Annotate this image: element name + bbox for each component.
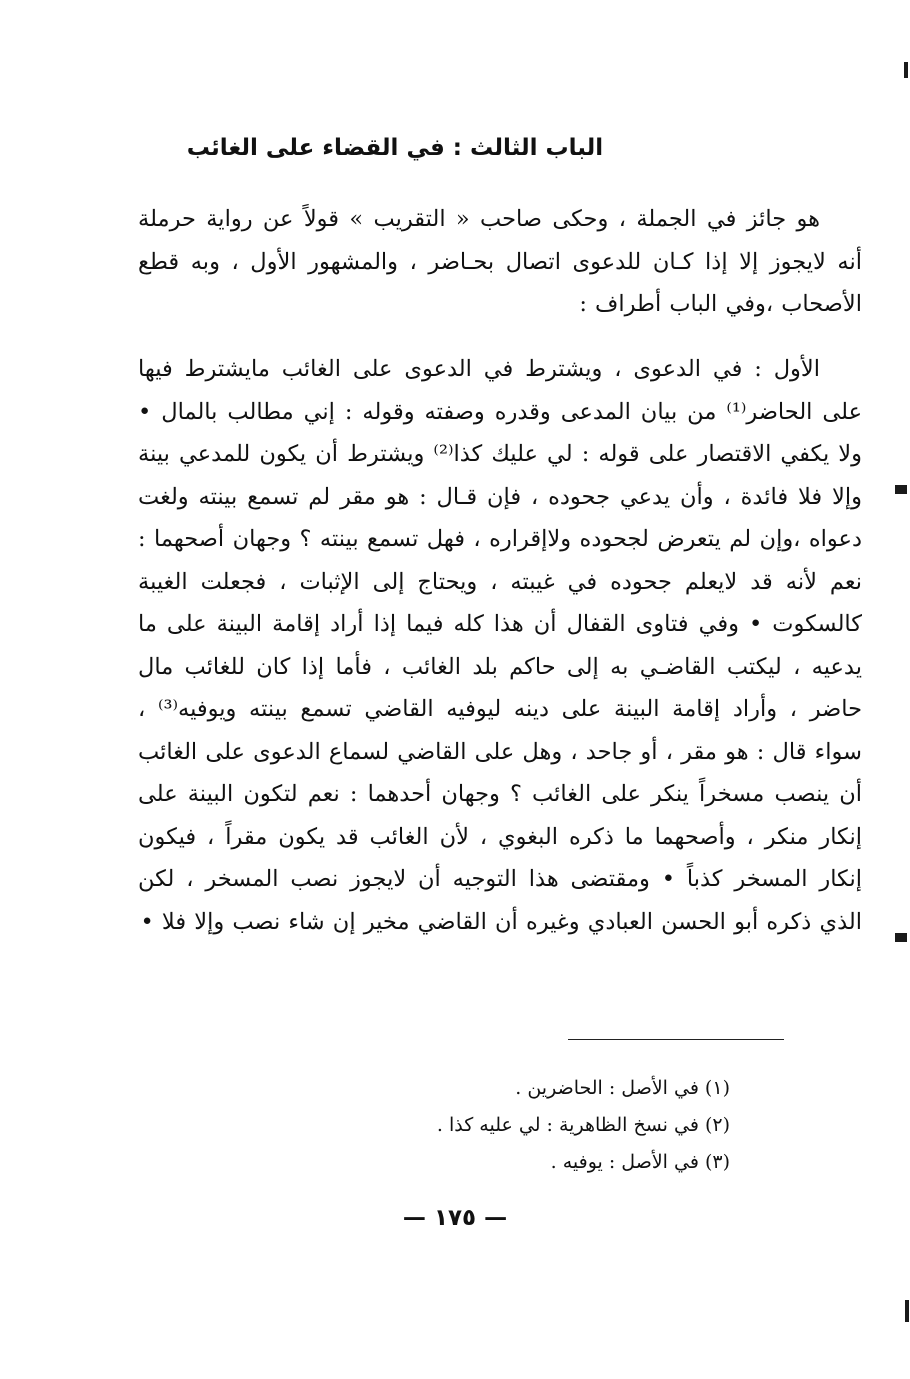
- footnote-divider: [568, 1039, 784, 1040]
- footnote-3: (٣) في الأصل : يوفيه .: [550, 1151, 730, 1173]
- scan-edge-mark: [904, 62, 908, 78]
- intro-paragraph-text: هو جائز في الجملة ، وحكى صاحب « التقريب » قولاً عن رواية حرملة أنه لايجوز إلا إذا كـان للدعوى اتصال بحـاضر ، والمشهور الأول ، وبه قطع الأصحاب ،وفي الباب أطراف :: [138, 206, 862, 317]
- scan-edge-mark: [895, 933, 907, 942]
- chapter-title: الباب الثالث : في القضاء على الغائب: [186, 135, 604, 161]
- footnote-1: (١) في الأصل : الحاضرين .: [515, 1077, 730, 1099]
- scan-edge-mark: [895, 485, 907, 494]
- claim-section-paragraph: [138, 348, 862, 943]
- footnote-2: (٢) في نسخ الظاهرية : لي عليه كذا .: [436, 1114, 730, 1136]
- claim-section-paragraph-text: الأول : في الدعوى ، ويشترط في الدعوى على الغائب مايشترط فيها على الحاضر⁽¹⁾ من بيان المدعى وقدره وصفته وقوله : إني مطالب بالمال • ولا يكفي الاقتصار على قوله : لي عليك كذا⁽²⁾ ويشترط أن يكون للمدعي بينة وإلا فلا فائدة ، وأن يدعي جحوده ، فإن قـال : هو مقر لم تسمع بينته ولغت دعواه ،وإن لم يتعرض لجحوده ولاإقراره ، فهل تسمع بينته ؟ وجهان أصحهما : نعم لأنه قد لايعلم جحوده في غيبته ، ويحتاج إلى الإثبات ، فجعلت الغيبة كالسكوت • وفي فتاوى القفال أن هذا كله فيما إذا أراد إقامة البينة على ما يدعيه ، ليكتب القاضـي به إلى حاكم بلد الغائب ، فأما إذا كان للغائب مال حاضر ، وأراد إقامة البينة على دينه ليوفيه القاضي تسمع بينته ويوفيه⁽³⁾ ، سواء قال : هو مقر ، أو جاحد ، وهل على القاضي لسماع الدعوى على الغائب أن ينصب مسخراً ينكر على الغائب ؟ وجهان أحدهما : نعم لتكون البينة على إنكار منكر ، وأصحهما ما ذكره البغوي ، لأن الغائب قد يكون مقراً ، فيكون إنكار المسخر كذباً • ومقتضى هذا التوجيه أن لايجوز نصب المسخر ، لكن الذي ذكره أبو الحسن العبادي وغيره أن القاضي مخير إن شاء نصب وإلا فلا •: [138, 356, 863, 935]
- footnotes: [300, 1070, 730, 1181]
- intro-paragraph: [138, 198, 862, 326]
- page-number: — ١٧٥ —: [402, 1205, 508, 1231]
- scan-edge-mark: [905, 1300, 909, 1322]
